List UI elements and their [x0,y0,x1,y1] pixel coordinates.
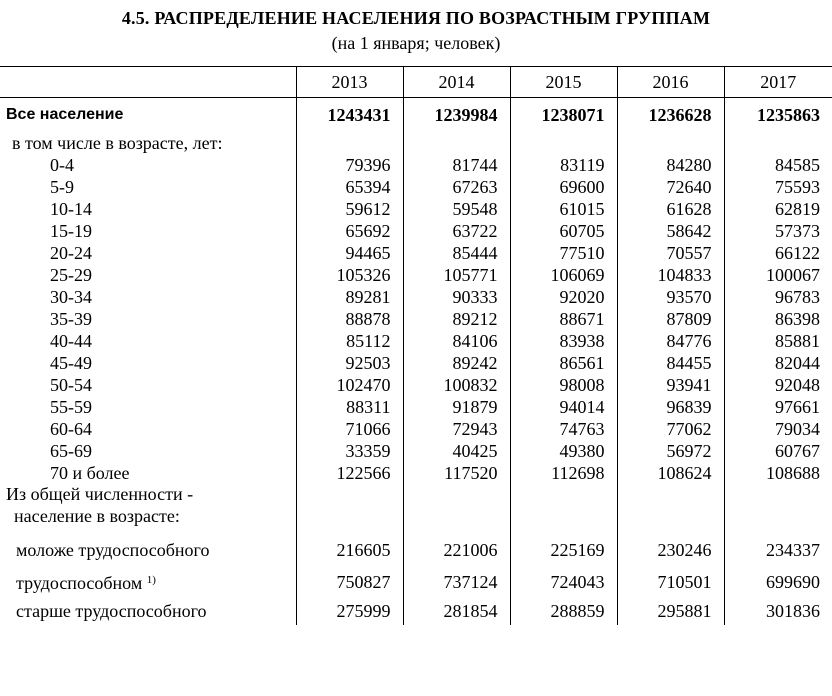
cell-value: 100832 [403,374,510,396]
subheader-row [0,484,832,504]
cell-value: 106069 [510,264,617,286]
cell-value: 108688 [724,462,832,484]
row-label: 40-44 [50,331,92,351]
table-row [0,330,832,352]
row-label-text: моложе трудоспособного [16,540,210,560]
header-corner [0,67,296,98]
cell-value: 122566 [296,462,403,484]
row-label: население в возрасте: [14,506,180,526]
year-header: 2015 [510,67,617,98]
table-row [0,242,832,264]
cell-value: 63722 [403,220,510,242]
cell-value: 82044 [724,352,832,374]
row-label: 30-34 [50,287,92,307]
cell-value: 79396 [296,154,403,176]
cell-value: 69600 [510,176,617,198]
cell-value: 710501 [617,566,724,597]
cell-value: 56972 [617,440,724,462]
cell-value: 59548 [403,198,510,220]
empty-cell [724,132,832,154]
year-header: 2017 [724,67,832,98]
cell-value: 737124 [403,566,510,597]
cell-value: 97661 [724,396,832,418]
year-header: 2014 [403,67,510,98]
table-row [0,352,832,374]
table-row [0,308,832,330]
cell-value: 74763 [510,418,617,440]
cell-value: 88311 [296,396,403,418]
cell-value: 59612 [296,198,403,220]
cell-value: 102470 [296,374,403,396]
cell-value: 92048 [724,374,832,396]
cell-value: 60705 [510,220,617,242]
cell-value: 117520 [403,462,510,484]
cell-value: 84585 [724,154,832,176]
year-header-row [0,67,832,98]
empty-cell [510,484,617,504]
cell-value: 84106 [403,330,510,352]
cell-value: 108624 [617,462,724,484]
cell-value: 1236628 [617,98,724,133]
cell-value: 93570 [617,286,724,308]
cell-value: 295881 [617,597,724,625]
table-row [0,264,832,286]
row-label [0,528,296,566]
cell-value: 1235863 [724,98,832,133]
table-row [0,198,832,220]
cell-value: 60767 [724,440,832,462]
cell-value: 93941 [617,374,724,396]
cell-value: 70557 [617,242,724,264]
table-row [0,220,832,242]
cell-value: 1238071 [510,98,617,133]
table-row [0,462,832,484]
cell-value: 104833 [617,264,724,286]
cell-value: 62819 [724,198,832,220]
cell-value: 58642 [617,220,724,242]
empty-cell [510,132,617,154]
cell-value: 84776 [617,330,724,352]
cell-value: 85444 [403,242,510,264]
empty-cell [617,132,724,154]
row-label: 70 и более [50,463,130,483]
cell-value: 225169 [510,528,617,566]
empty-cell [617,504,724,528]
empty-cell [296,132,403,154]
row-label: 25-29 [50,265,92,285]
table-row [0,176,832,198]
row-label: 60-64 [50,419,92,439]
empty-cell [403,132,510,154]
subheader-row [0,504,832,528]
cell-value: 92503 [296,352,403,374]
cell-value: 98008 [510,374,617,396]
cell-value: 71066 [296,418,403,440]
empty-cell [403,484,510,504]
population-table [0,66,832,625]
cell-value: 77510 [510,242,617,264]
table-row [0,154,832,176]
cell-value: 90333 [403,286,510,308]
cell-value: 750827 [296,566,403,597]
cell-value: 112698 [510,462,617,484]
cell-value: 83119 [510,154,617,176]
cell-value: 61628 [617,198,724,220]
cell-value: 105771 [403,264,510,286]
cell-value: 275999 [296,597,403,625]
row-label: 55-59 [50,397,92,417]
row-label: Из общей численности - [6,484,194,504]
empty-cell [724,484,832,504]
cell-value: 91879 [403,396,510,418]
cell-value: 72943 [403,418,510,440]
row-label [0,566,296,597]
empty-cell [617,484,724,504]
cell-value: 84455 [617,352,724,374]
cell-value: 77062 [617,418,724,440]
cell-value: 281854 [403,597,510,625]
row-label: 5-9 [50,177,74,197]
cell-value: 75593 [724,176,832,198]
cell-value: 234337 [724,528,832,566]
row-label: 10-14 [50,199,92,219]
cell-value: 87809 [617,308,724,330]
cell-value: 79034 [724,418,832,440]
cell-value: 49380 [510,440,617,462]
cell-value: 92020 [510,286,617,308]
cell-value: 83938 [510,330,617,352]
row-label [0,597,296,625]
cell-value: 81744 [403,154,510,176]
year-header: 2013 [296,67,403,98]
cell-value: 94465 [296,242,403,264]
row-label: в том числе в возрасте, лет: [12,133,223,153]
cell-value: 301836 [724,597,832,625]
cell-value: 88878 [296,308,403,330]
table-row [0,440,832,462]
row-label: 0-4 [50,155,74,175]
table-row [0,374,832,396]
cell-value: 67263 [403,176,510,198]
row-label: 35-39 [50,309,92,329]
cell-value: 221006 [403,528,510,566]
row-label: 20-24 [50,243,92,263]
cell-value: 40425 [403,440,510,462]
table-row [0,418,832,440]
cell-value: 89281 [296,286,403,308]
empty-cell [296,504,403,528]
row-label: 45-49 [50,353,92,373]
cell-value: 65394 [296,176,403,198]
cell-value: 65692 [296,220,403,242]
cell-value: 230246 [617,528,724,566]
cell-value: 699690 [724,566,832,597]
cell-value: 86561 [510,352,617,374]
cell-value: 105326 [296,264,403,286]
subheader-row [0,132,832,154]
cell-value: 724043 [510,566,617,597]
cell-value: 85881 [724,330,832,352]
cell-value: 61015 [510,198,617,220]
cell-value: 96783 [724,286,832,308]
table-row [0,566,832,597]
row-label: Все население [6,106,124,123]
cell-value: 96839 [617,396,724,418]
empty-cell [296,484,403,504]
row-label: 50-54 [50,375,92,395]
cell-value: 100067 [724,264,832,286]
cell-value: 84280 [617,154,724,176]
page-title: 4.5. РАСПРЕДЕЛЕНИЕ НАСЕЛЕНИЯ ПО ВОЗРАСТНЫМ ГРУППАМ [121,8,711,28]
cell-value: 72640 [617,176,724,198]
table-row [0,528,832,566]
row-label-text: старше трудоспособного [16,601,207,621]
row-label: 65-69 [50,441,92,461]
row-label-text: трудоспособном [16,573,143,593]
cell-value: 88671 [510,308,617,330]
page-subtitle: (на 1 января; человек) [331,33,501,53]
cell-value: 33359 [296,440,403,462]
cell-value: 85112 [296,330,403,352]
cell-value: 1239984 [403,98,510,133]
cell-value: 288859 [510,597,617,625]
cell-value: 216605 [296,528,403,566]
year-header: 2016 [617,67,724,98]
total-row [0,98,832,133]
empty-cell [510,504,617,528]
cell-value: 66122 [724,242,832,264]
table-row [0,286,832,308]
cell-value: 89242 [403,352,510,374]
table-row [0,396,832,418]
empty-cell [724,504,832,528]
cell-value: 86398 [724,308,832,330]
footnote-marker: 1) [146,574,156,586]
row-label: 15-19 [50,221,92,241]
empty-cell [403,504,510,528]
cell-value: 57373 [724,220,832,242]
cell-value: 1243431 [296,98,403,133]
cell-value: 89212 [403,308,510,330]
table-row [0,597,832,625]
cell-value: 94014 [510,396,617,418]
